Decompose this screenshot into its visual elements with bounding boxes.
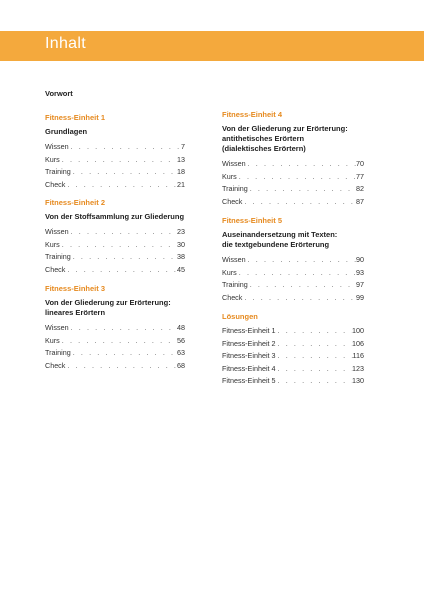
dot-leader bbox=[237, 171, 356, 184]
unit-heading: Fitness-Einheit 2 bbox=[45, 198, 106, 207]
entry-page: 100 bbox=[352, 326, 364, 335]
dot-leader bbox=[65, 264, 177, 277]
toc-entry-vorwort[interactable]: Vorwort bbox=[45, 89, 73, 98]
entry-label: Fitness-Einheit 3 bbox=[222, 351, 276, 361]
unit-heading: Lösungen bbox=[222, 312, 258, 321]
entry-label: Wissen bbox=[45, 323, 69, 332]
entry-label: Training bbox=[45, 252, 71, 262]
toc-entry[interactable] bbox=[45, 141, 185, 154]
entry-page: 106 bbox=[352, 338, 364, 348]
entry-page: 48 bbox=[177, 323, 185, 332]
toc-entry[interactable] bbox=[222, 254, 364, 267]
entry-page: 70 bbox=[356, 159, 364, 168]
entry-page: 21 bbox=[177, 179, 185, 189]
dot-leader bbox=[242, 292, 356, 305]
toc-solutions bbox=[222, 312, 364, 388]
entry-label: Wissen bbox=[222, 255, 246, 264]
toc-entry[interactable] bbox=[222, 279, 364, 292]
entry-label: Training bbox=[222, 184, 248, 194]
entry-page: 77 bbox=[356, 171, 364, 181]
unit-title: Von der Gliederung zur Erörterung: antithetisches Erörtern (dialektisches Erörtern) bbox=[222, 124, 348, 153]
toc-entry[interactable] bbox=[222, 375, 364, 388]
toc-entry[interactable] bbox=[45, 264, 185, 277]
dot-leader bbox=[248, 279, 356, 292]
entry-label: Fitness-Einheit 5 bbox=[222, 376, 276, 386]
toc-entry[interactable] bbox=[222, 363, 364, 376]
dot-leader bbox=[65, 360, 177, 373]
entry-label: Check bbox=[222, 292, 243, 302]
dot-leader bbox=[60, 239, 177, 252]
toc-entry[interactable] bbox=[45, 360, 185, 373]
toc-entry[interactable] bbox=[222, 267, 364, 280]
toc-entry[interactable] bbox=[45, 226, 185, 239]
entry-label: Wissen bbox=[45, 227, 69, 236]
toc-entry[interactable] bbox=[45, 251, 185, 264]
dot-leader bbox=[242, 196, 356, 209]
unit-heading: Fitness-Einheit 1 bbox=[45, 113, 106, 122]
entry-page: 68 bbox=[177, 360, 185, 370]
toc-entry[interactable] bbox=[222, 338, 364, 351]
toc-entry[interactable] bbox=[222, 325, 364, 338]
dot-leader bbox=[246, 158, 356, 171]
dot-leader bbox=[246, 254, 356, 267]
entry-page: 38 bbox=[177, 252, 185, 262]
entry-page: 7 bbox=[181, 142, 185, 151]
dot-leader bbox=[69, 322, 177, 335]
entry-page: 18 bbox=[177, 167, 185, 177]
page-title: Inhalt bbox=[45, 35, 86, 52]
entry-label: Wissen bbox=[222, 159, 246, 168]
toc-entry[interactable] bbox=[45, 179, 185, 192]
unit-heading: Fitness-Einheit 3 bbox=[45, 284, 106, 293]
entry-label: Kurs bbox=[45, 239, 60, 249]
dot-leader bbox=[276, 350, 353, 363]
dot-leader bbox=[276, 325, 352, 338]
toc-entry[interactable] bbox=[45, 166, 185, 179]
entry-label: Fitness-Einheit 4 bbox=[222, 363, 276, 373]
toc-unit bbox=[222, 110, 364, 208]
toc-entry[interactable] bbox=[222, 171, 364, 184]
toc-entry[interactable] bbox=[45, 239, 185, 252]
dot-leader bbox=[71, 166, 177, 179]
entry-page: 123 bbox=[352, 363, 364, 373]
toc-entry[interactable] bbox=[45, 335, 185, 348]
entry-page: 97 bbox=[356, 280, 364, 290]
entry-page: 45 bbox=[177, 264, 185, 274]
toc-entry[interactable] bbox=[222, 292, 364, 305]
unit-title: Auseinandersetzung mit Texten: die textgebundene Erörterung bbox=[222, 230, 338, 249]
dot-leader bbox=[60, 154, 177, 167]
entry-label: Check bbox=[222, 196, 243, 206]
dot-leader bbox=[71, 251, 177, 264]
entry-page: 30 bbox=[177, 239, 185, 249]
entry-page: 130 bbox=[352, 376, 364, 386]
toc-unit bbox=[45, 113, 185, 191]
entry-label: Check bbox=[45, 360, 66, 370]
entry-page: 116 bbox=[352, 351, 364, 361]
dot-leader bbox=[71, 347, 177, 360]
entry-label: Training bbox=[222, 280, 248, 290]
entry-label: Fitness-Einheit 1 bbox=[222, 326, 276, 335]
entry-label: Training bbox=[45, 167, 71, 177]
dot-leader bbox=[276, 363, 352, 376]
entry-page: 63 bbox=[177, 348, 185, 358]
toc-entry[interactable] bbox=[45, 347, 185, 360]
dot-leader bbox=[237, 267, 356, 280]
unit-title: Von der Gliederung zur Erörterung: lineares Erörtern bbox=[45, 298, 171, 317]
unit-heading: Fitness-Einheit 5 bbox=[222, 216, 283, 225]
dot-leader bbox=[65, 179, 177, 192]
dot-leader bbox=[276, 375, 352, 388]
entry-page: 87 bbox=[356, 196, 364, 206]
toc-unit bbox=[45, 198, 185, 276]
toc-unit bbox=[45, 284, 185, 372]
entry-page: 82 bbox=[356, 184, 364, 194]
entry-page: 23 bbox=[177, 227, 185, 236]
header-banner bbox=[0, 31, 424, 61]
unit-heading: Fitness-Einheit 4 bbox=[222, 110, 283, 119]
entry-label: Check bbox=[45, 264, 66, 274]
entry-label: Training bbox=[45, 348, 71, 358]
dot-leader bbox=[60, 335, 177, 348]
toc-entry[interactable] bbox=[222, 350, 364, 363]
entry-label: Fitness-Einheit 2 bbox=[222, 338, 276, 348]
toc-entry[interactable] bbox=[222, 196, 364, 209]
entry-label: Check bbox=[45, 179, 66, 189]
entry-label: Wissen bbox=[45, 142, 69, 151]
dot-leader bbox=[248, 183, 356, 196]
entry-label: Kurs bbox=[222, 267, 237, 277]
unit-title: Grundlagen bbox=[45, 127, 88, 136]
toc-entry[interactable] bbox=[45, 154, 185, 167]
dot-leader bbox=[69, 226, 177, 239]
entry-page: 56 bbox=[177, 335, 185, 345]
entry-label: Kurs bbox=[45, 335, 60, 345]
entry-label: Kurs bbox=[45, 154, 60, 164]
dot-leader bbox=[69, 141, 181, 154]
entry-page: 99 bbox=[356, 292, 364, 302]
toc-entry[interactable] bbox=[222, 183, 364, 196]
entry-page: 90 bbox=[356, 255, 364, 264]
toc-entry[interactable] bbox=[45, 322, 185, 335]
unit-title: Von der Stoffsammlung zur Gliederung bbox=[45, 212, 185, 221]
entry-label: Kurs bbox=[222, 171, 237, 181]
toc-entry[interactable] bbox=[222, 158, 364, 171]
entry-page: 13 bbox=[177, 154, 185, 164]
toc-unit bbox=[222, 216, 364, 304]
dot-leader bbox=[276, 338, 352, 351]
entry-page: 93 bbox=[356, 267, 364, 277]
